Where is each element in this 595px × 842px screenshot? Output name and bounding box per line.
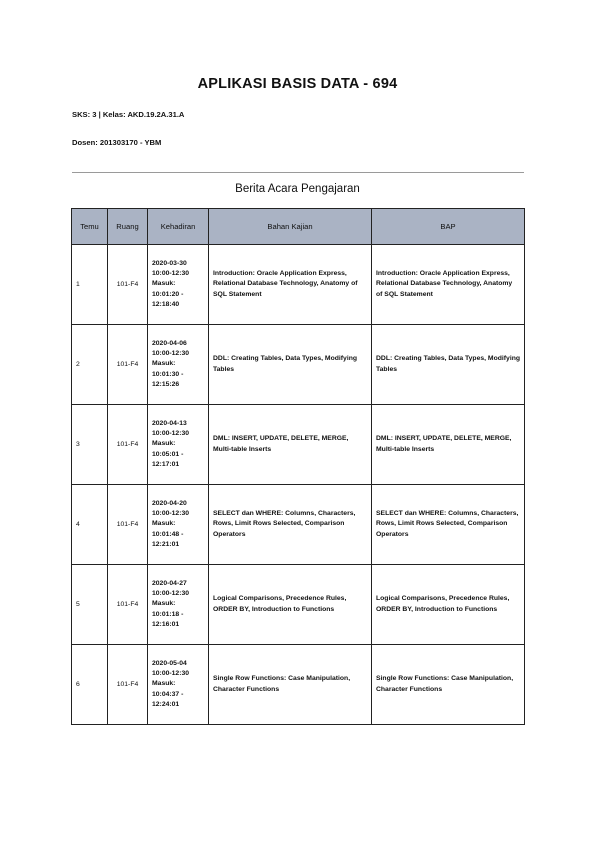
kehadiran-line: 2020-04-20 — [152, 500, 187, 508]
kehadiran-line: 12:17:01 — [152, 460, 180, 468]
cell-kehadiran — [148, 645, 209, 725]
kehadiran-line: 12:15:26 — [152, 380, 180, 388]
cell-bahan-kajian: Introduction: Oracle Application Express, Relational Database Technology, Anatomy of SQL Statement — [209, 245, 372, 325]
cell-bahan-kajian: Single Row Functions: Case Manipulation, Character Functions — [209, 645, 372, 725]
kehadiran-line: Masuk: — [152, 440, 176, 448]
cell-bap: Logical Comparisons, Precedence Rules, ORDER BY, Introduction to Functions — [372, 565, 525, 645]
kehadiran-line: 10:01:48 - — [152, 530, 184, 538]
kehadiran-line: 10:00-12:30 — [152, 510, 190, 518]
table-row — [72, 245, 525, 325]
cell-temu: 5 — [72, 565, 108, 645]
cell-ruang: 101-F4 — [108, 405, 148, 485]
cell-kehadiran — [148, 405, 209, 485]
kehadiran-line: 10:01:30 - — [152, 370, 184, 378]
table-row — [72, 325, 525, 405]
table-row — [72, 565, 525, 645]
header-bahan-kajian: Bahan Kajian — [209, 209, 372, 245]
divider — [72, 172, 524, 173]
header-kehadiran: Kehadiran — [148, 209, 209, 245]
table-header-row — [72, 209, 525, 245]
kehadiran-line: 10:00-12:30 — [152, 270, 190, 278]
cell-bap: Single Row Functions: Case Manipulation, Character Functions — [372, 645, 525, 725]
kehadiran-line: 12:18:40 — [152, 300, 180, 308]
cell-bahan-kajian: DDL: Creating Tables, Data Types, Modifying Tables — [209, 325, 372, 405]
cell-bap: DDL: Creating Tables, Data Types, Modifying Tables — [372, 325, 525, 405]
cell-temu: 3 — [72, 405, 108, 485]
kehadiran-line: 2020-04-06 — [152, 340, 187, 348]
cell-temu: 6 — [72, 645, 108, 725]
cell-bap: Introduction: Oracle Application Express, Relational Database Technology, Anatomy of SQL Statement — [372, 245, 525, 325]
kehadiran-line: 12:16:01 — [152, 620, 180, 628]
kehadiran-line: 10:00-12:30 — [152, 590, 190, 598]
kehadiran-line: 10:01:20 - — [152, 290, 184, 298]
cell-temu: 2 — [72, 325, 108, 405]
table-row — [72, 405, 525, 485]
kehadiran-line: 2020-04-13 — [152, 420, 187, 428]
cell-temu: 1 — [72, 245, 108, 325]
cell-kehadiran — [148, 565, 209, 645]
kehadiran-line: Masuk: — [152, 520, 176, 528]
kehadiran-line: Masuk: — [152, 280, 176, 288]
lecturer-info: Dosen: 201303170 - YBM — [72, 138, 162, 147]
page-title: APLIKASI BASIS DATA - 694 — [197, 76, 398, 92]
kehadiran-line: 10:01:18 - — [152, 610, 184, 618]
kehadiran-line: 10:00-12:30 — [152, 350, 190, 358]
kehadiran-line: Masuk: — [152, 680, 176, 688]
kehadiran-line: 2020-05-04 — [152, 660, 187, 668]
cell-bahan-kajian: Logical Comparisons, Precedence Rules, ORDER BY, Introduction to Functions — [209, 565, 372, 645]
kehadiran-line: 10:04:37 - — [152, 690, 184, 698]
cell-ruang: 101-F4 — [108, 485, 148, 565]
table-row — [72, 485, 525, 565]
kehadiran-line: Masuk: — [152, 600, 176, 608]
kehadiran-line: 2020-03-30 — [152, 260, 187, 268]
header-bap: BAP — [372, 209, 525, 245]
cell-bap: DML: INSERT, UPDATE, DELETE, MERGE, Multi-table Inserts — [372, 405, 525, 485]
table-row — [72, 645, 525, 725]
cell-kehadiran — [148, 325, 209, 405]
cell-ruang: 101-F4 — [108, 245, 148, 325]
section-title: Berita Acara Pengajaran — [235, 183, 360, 195]
teaching-record-table — [71, 208, 525, 725]
kehadiran-line: 12:21:01 — [152, 540, 180, 548]
kehadiran-line: 2020-04-27 — [152, 580, 187, 588]
kehadiran-line: 10:05:01 - — [152, 450, 184, 458]
header-ruang: Ruang — [108, 209, 148, 245]
cell-ruang: 101-F4 — [108, 645, 148, 725]
cell-bahan-kajian: SELECT dan WHERE: Columns, Characters, Rows, Limit Rows Selected, Comparison Operators — [209, 485, 372, 565]
cell-ruang: 101-F4 — [108, 325, 148, 405]
kehadiran-line: Masuk: — [152, 360, 176, 368]
cell-ruang: 101-F4 — [108, 565, 148, 645]
cell-kehadiran — [148, 245, 209, 325]
kehadiran-line: 12:24:01 — [152, 700, 180, 708]
cell-bahan-kajian: DML: INSERT, UPDATE, DELETE, MERGE, Multi-table Inserts — [209, 405, 372, 485]
header-temu: Temu — [72, 209, 108, 245]
sks-class-info: SKS: 3 | Kelas: AKD.19.2A.31.A — [72, 110, 185, 119]
cell-temu: 4 — [72, 485, 108, 565]
cell-kehadiran — [148, 485, 209, 565]
kehadiran-line: 10:00-12:30 — [152, 670, 190, 678]
kehadiran-line: 10:00-12:30 — [152, 430, 190, 438]
cell-bap: SELECT dan WHERE: Columns, Characters, Rows, Limit Rows Selected, Comparison Operators — [372, 485, 525, 565]
